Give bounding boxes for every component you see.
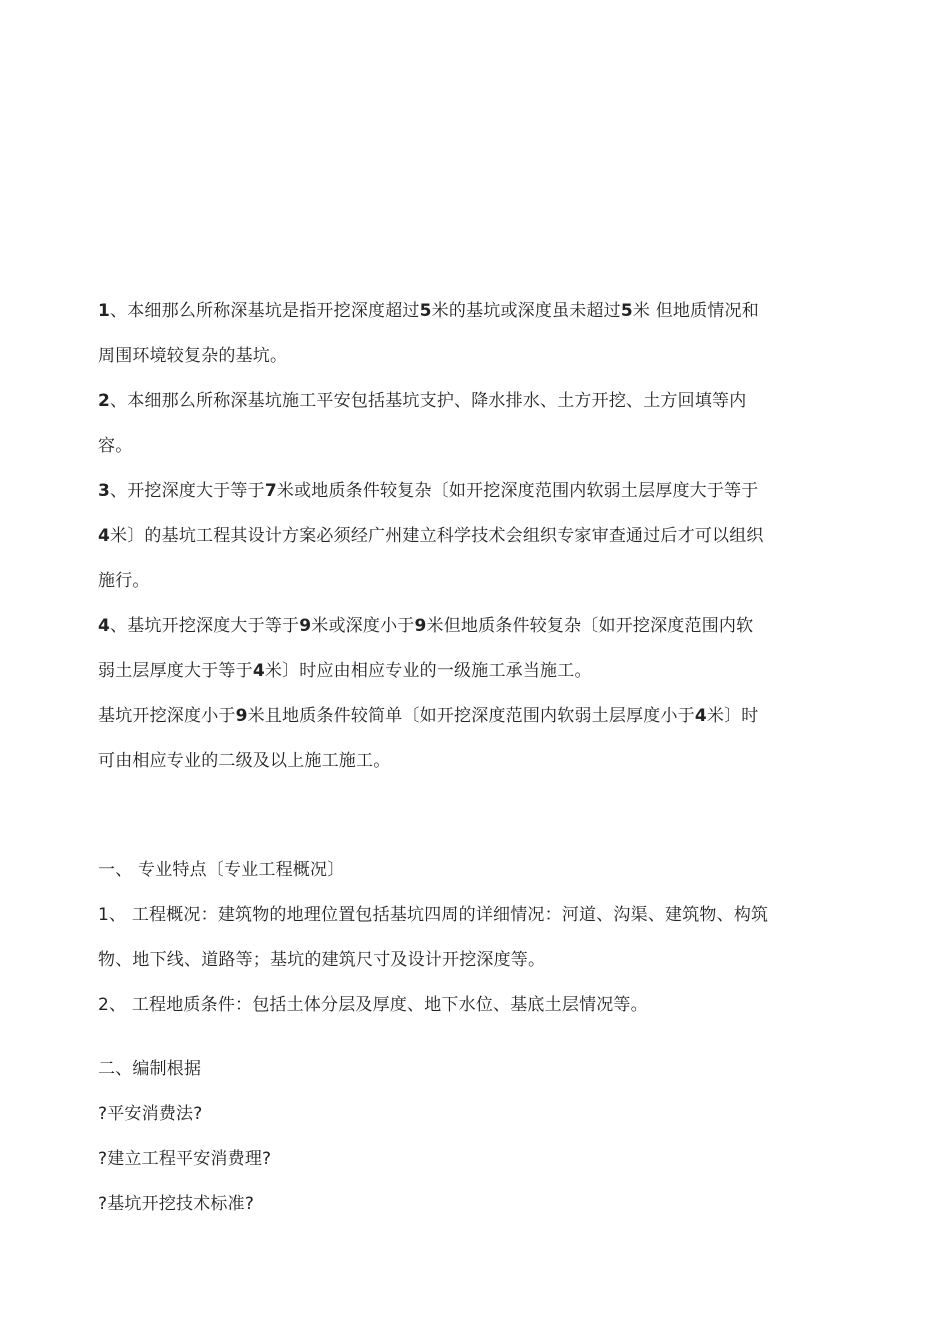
rule-5-text-b: 米且地质条件较简单〔如开挖深度范围内软弱土层厚度小于 xyxy=(247,706,695,726)
rule-2-line-1 xyxy=(98,386,850,431)
rule-3-line-1 xyxy=(98,476,850,521)
rule-4-number: 4 xyxy=(98,616,111,636)
section-2-title: 二、编制根据 xyxy=(98,1059,202,1079)
rule-2-number: 2 xyxy=(98,391,111,411)
rule-4-text-b: 米或深度小于 xyxy=(311,616,415,636)
rule-4-line-1 xyxy=(98,611,850,656)
rule-4 xyxy=(98,611,850,701)
rule-2-text: 、本细那么所称深基坑施工平安包括基坑支护、降水排水、土方开挖、土方回填等内 xyxy=(110,391,747,411)
rule-4-text-e: 米〕时应由相应专业的一级施工承当施工。 xyxy=(264,661,592,681)
document-body xyxy=(98,296,850,1234)
rule-5 xyxy=(98,701,850,791)
rule-3-value-2: 4 xyxy=(98,526,111,546)
rule-3-text-b: 米或地质条件较复杂〔如开挖深度范围内软弱土层厚度大于等于 xyxy=(276,481,759,501)
section-1-item-2: 2、 工程地质条件：包括土体分层及厚度、地下水位、基底土层情况等。 xyxy=(98,995,648,1015)
rule-5-line-2: 可由相应专业的二级及以上施工施工。 xyxy=(98,751,391,771)
rule-4-text-c: 米但地质条件较复杂〔如开挖深度范围内软 xyxy=(426,616,754,636)
rule-2-line-2: 容。 xyxy=(98,436,133,456)
rule-3-text-a: 、开挖深度大于等于 xyxy=(110,481,265,501)
rule-3-number: 3 xyxy=(98,481,111,501)
section-spacer xyxy=(98,791,850,855)
rule-1-text-b: 米的基坑或深度虽未超过 xyxy=(431,301,621,321)
rule-4-text-a: 、基坑开挖深度大于等于 xyxy=(110,616,300,636)
rule-1-text-a: 、本细那么所称深基坑是指开挖深度超过 xyxy=(110,301,420,321)
rule-5-value-1: 9 xyxy=(235,706,248,726)
section-1-title: 一、 专业特点〔专业工程概况〕 xyxy=(98,860,345,880)
section-1-item-1-line-1: 1、 工程概况：建筑物的地理位置包括基坑四周的详细情况：河道、沟渠、建筑物、构筑 xyxy=(98,905,769,925)
rule-1 xyxy=(98,296,850,386)
rule-3-line-2 xyxy=(98,521,850,566)
rule-5-text-c: 米〕时 xyxy=(706,706,759,726)
section-1 xyxy=(98,855,850,1035)
section-2-ref-2: ?建立工程平安消费理? xyxy=(98,1149,272,1169)
rule-4-value-1: 9 xyxy=(299,616,312,636)
rule-3 xyxy=(98,476,850,611)
rule-4-line-2 xyxy=(98,656,850,701)
rule-3-text-c: 米〕的基坑工程其设计方案必须经广州建立科学技术会组织专家审查通过后才可以组织 xyxy=(110,526,764,546)
rule-1-text-c: 米 但地质情况和 xyxy=(632,301,759,321)
section-2-ref-1: ?平安消费法? xyxy=(98,1104,203,1124)
rule-4-text-d: 弱土层厚度大于等于 xyxy=(98,661,253,681)
rule-3-value-1: 7 xyxy=(264,481,277,501)
rule-5-line-1 xyxy=(98,701,850,746)
rule-1-line-1 xyxy=(98,296,850,341)
rule-2 xyxy=(98,386,850,476)
rule-1-line-2: 周围环境较复杂的基坑。 xyxy=(98,346,288,366)
section-2 xyxy=(98,1054,850,1234)
rule-4-value-3: 4 xyxy=(252,661,265,681)
rule-4-value-2: 9 xyxy=(414,616,427,636)
rule-1-number: 1 xyxy=(98,301,111,321)
rule-5-text-a: 基坑开挖深度小于 xyxy=(98,706,236,726)
rule-5-value-2: 4 xyxy=(694,706,707,726)
section-1-item-1-line-2: 物、地下线、道路等；基坑的建筑尺寸及设计开挖深度等。 xyxy=(98,950,546,970)
rule-1-value-2: 5 xyxy=(620,301,633,321)
rule-3-line-3: 施行。 xyxy=(98,571,150,591)
section-2-ref-3: ?基坑开挖技术标准? xyxy=(98,1194,255,1214)
rule-1-value-1: 5 xyxy=(419,301,432,321)
